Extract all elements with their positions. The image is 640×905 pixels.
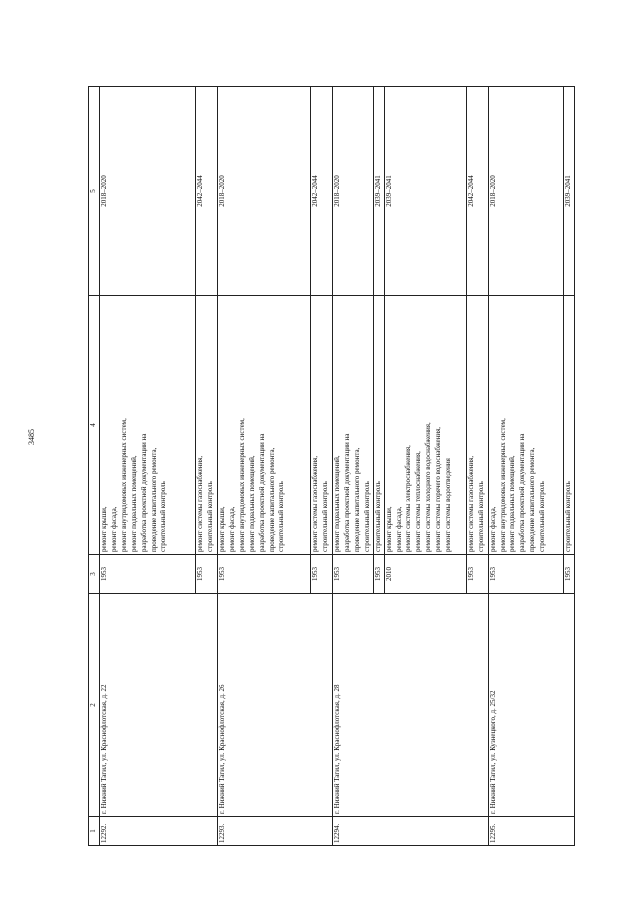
work-item: разработка проектной документации на — [139, 433, 148, 552]
header-col-4: 4 — [89, 296, 100, 555]
work-item: ремонт крыши, — [218, 506, 226, 552]
works-cell — [333, 296, 374, 555]
work-item: ремонт подвальных помещений, — [129, 455, 138, 552]
work-item: ремонт системы электроснабжения, — [404, 445, 413, 552]
work-item: ремонт подвальных помещений, — [508, 455, 517, 552]
year-cell: 1953 — [100, 555, 196, 594]
period-cell: 2042–2044 — [466, 87, 488, 296]
table-row — [100, 87, 196, 846]
header-col-5: 5 — [89, 87, 100, 296]
work-item: ремонт системы холодного водоснабжения, — [424, 422, 433, 552]
work-item: разработка проектной документации на — [342, 433, 351, 552]
repair-schedule-table — [88, 86, 575, 846]
header-col-2: 2 — [89, 594, 100, 817]
works-cell — [218, 296, 311, 555]
work-item: ремонт внутридомовых инженерных систем, — [119, 418, 128, 552]
year-cell: 1953 — [373, 555, 384, 594]
header-row — [89, 87, 100, 846]
work-item: ремонт фасада, — [109, 506, 118, 552]
table-row — [333, 87, 374, 846]
work-item: ремонт фасада, — [394, 506, 403, 552]
address-cell: г. Нижний Тагил, ул. Краснофлотская, д. 26 — [218, 594, 333, 817]
period-cell: 2039–2041 — [563, 87, 574, 296]
table-row — [218, 87, 311, 846]
period-cell: 2018–2020 — [100, 87, 196, 296]
period-cell: 2039–2041 — [373, 87, 384, 296]
work-item: разработка проектной документации на — [518, 433, 527, 552]
year-cell: 1953 — [311, 555, 333, 594]
work-item: проведение капитального ремонта, — [267, 447, 276, 552]
header-col-3: 3 — [89, 555, 100, 594]
works-cell — [488, 296, 563, 555]
works-cell — [196, 296, 218, 555]
address-cell: г. Нижний Тагил, ул. Краснофлотская, д. 22 — [100, 594, 218, 817]
work-item: проведение капитального ремонта, — [528, 447, 537, 552]
work-item: ремонт системы водоотведения — [444, 458, 453, 552]
year-cell: 1953 — [563, 555, 574, 594]
year-cell: 1953 — [333, 555, 374, 594]
year-cell: 1953 — [466, 555, 488, 594]
period-cell: 2018–2020 — [333, 87, 374, 296]
work-item: ремонт внутридомовых инженерных систем, — [237, 418, 246, 552]
works-cell — [563, 296, 574, 555]
row-number: 12295. — [488, 817, 574, 846]
work-item: ремонт крыши, — [384, 506, 393, 552]
work-item: ремонт внутридомовых инженерных систем, — [498, 418, 507, 552]
work-item: строительный контроль — [538, 481, 547, 552]
work-item: строительный контроль — [277, 481, 286, 552]
works-cell — [373, 296, 384, 555]
address-cell: г. Нижний Тагил, ул. Краснофлотская, д. 28 — [333, 594, 489, 817]
work-item: разработка проектной документации на — [257, 433, 266, 552]
work-item: ремонт системы теплоснабжения, — [414, 451, 423, 552]
period-cell: 2018–2020 — [218, 87, 311, 296]
row-number: 12293. — [218, 817, 333, 846]
table-row — [488, 87, 563, 846]
works-cell — [466, 296, 488, 555]
year-cell: 1953 — [218, 555, 311, 594]
row-number: 12292. — [100, 817, 218, 846]
period-cell: 2039–2041 — [384, 87, 466, 296]
work-item: строительный контроль — [563, 481, 572, 552]
document-sheet — [88, 86, 578, 846]
work-item: проведение капитального ремонта, — [149, 447, 158, 552]
work-item: строительный контроль — [476, 481, 485, 552]
year-cell: 1953 — [488, 555, 563, 594]
work-item: проведение капитального ремонта, — [352, 447, 361, 552]
work-item: ремонт системы газоснабжения, — [196, 455, 204, 552]
year-cell: 2010 — [384, 555, 466, 594]
work-item: ремонт системы газоснабжения, — [311, 455, 319, 552]
work-item: ремонт подвальных помещений, — [333, 455, 341, 552]
period-cell: 2042–2044 — [311, 87, 333, 296]
period-cell: 2018–2020 — [488, 87, 563, 296]
work-item: ремонт системы горячего водоснабжения, — [434, 426, 443, 552]
work-item: ремонт системы газоснабжения, — [466, 455, 475, 552]
year-cell: 1953 — [196, 555, 218, 594]
work-item: ремонт фасада, — [227, 506, 236, 552]
works-cell — [384, 296, 466, 555]
page-number: 3485 — [27, 429, 36, 445]
works-cell — [100, 296, 196, 555]
work-item: ремонт фасада, — [488, 506, 497, 552]
work-item: строительный контроль — [320, 481, 329, 552]
works-cell — [311, 296, 333, 555]
row-number: 12294. — [333, 817, 489, 846]
work-item: строительный контроль — [205, 481, 214, 552]
work-item: строительный контроль — [159, 481, 168, 552]
address-cell: г. Нижний Тагил, ул. Кузнецкого, д. 25/32 — [488, 594, 574, 817]
period-cell: 2042–2044 — [196, 87, 218, 296]
work-item: строительный контроль — [362, 481, 371, 552]
header-col-1: 1 — [89, 817, 100, 846]
work-item: строительный контроль — [373, 481, 382, 552]
work-item: ремонт крыши, — [100, 506, 108, 552]
work-item: ремонт подвальных помещений, — [247, 455, 256, 552]
